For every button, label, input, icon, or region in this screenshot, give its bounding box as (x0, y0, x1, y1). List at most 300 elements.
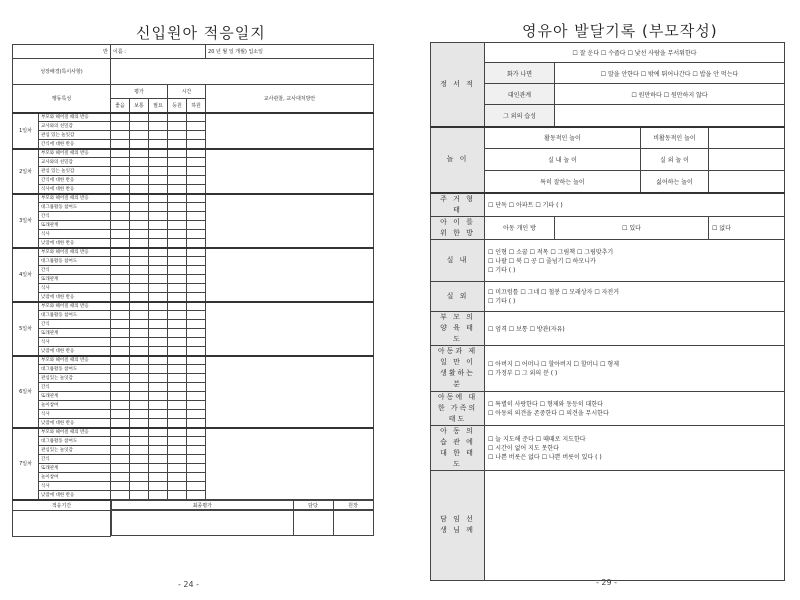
check-cell[interactable] (168, 455, 187, 464)
behavior-item: 간식 (39, 212, 111, 221)
check-cell[interactable] (111, 266, 130, 275)
check-cell[interactable] (187, 113, 206, 122)
check-cell[interactable] (187, 383, 206, 392)
emotion-top-options[interactable]: ☐ 잘 운다 ☐ 수줍다 ☐ 낯선 사람을 무서워한다 (485, 43, 785, 63)
check-cell[interactable] (149, 356, 168, 365)
check-cell[interactable] (149, 122, 168, 131)
time-label: 시간 (168, 85, 206, 99)
observation-field[interactable] (206, 149, 374, 194)
check-cell[interactable] (111, 158, 130, 167)
teacher-note-label: 담 임 선 생 님 께 (431, 470, 485, 580)
check-cell[interactable] (187, 473, 206, 482)
anger-options[interactable]: ☐ 말을 안한다 ☐ 밖에 뛰어나간다 ☐ 밥을 안 먹는다 (555, 63, 785, 84)
behavior-item: 부모와 헤어질 때의 반응 (39, 113, 111, 122)
day-label: 5일차 (13, 302, 39, 356)
check-cell[interactable] (130, 149, 149, 158)
check-cell[interactable] (149, 131, 168, 140)
check-cell[interactable] (187, 140, 206, 149)
check-cell[interactable] (111, 302, 130, 311)
family-attitude-options[interactable]: ☐ 특별히 사랑한다 ☐ 형제와 동등히 대한다 ☐ 아동의 의견을 존중한다 ☐ 의견을 무시한다 (485, 391, 785, 425)
check-cell[interactable] (149, 338, 168, 347)
check-cell[interactable] (187, 365, 206, 374)
check-cell[interactable] (187, 446, 206, 455)
check-cell[interactable] (149, 383, 168, 392)
check-cell[interactable] (130, 455, 149, 464)
behavior-item: 또래관계 (39, 221, 111, 230)
habit-attitude-options[interactable]: ☐ 늘 지도해 준다 ☐ 때때로 지도한다 ☐ 시간이 없어 지도 못한다 ☐ 나쁜 버릇은 없다 ☐ 나쁜 버릇이 있다 ( ) (485, 425, 785, 470)
check-cell[interactable] (187, 221, 206, 230)
observation-field[interactable] (206, 428, 374, 500)
check-cell[interactable] (168, 410, 187, 419)
check-cell[interactable] (130, 365, 149, 374)
check-cell[interactable] (168, 248, 187, 257)
behavior-item: 간식 (39, 320, 111, 329)
check-cell[interactable] (168, 275, 187, 284)
check-cell[interactable] (187, 230, 206, 239)
other-habits-label: 그 외의 습성 (485, 105, 555, 127)
check-cell[interactable] (130, 167, 149, 176)
check-cell[interactable] (111, 284, 130, 293)
check-cell[interactable] (111, 410, 130, 419)
check-cell[interactable] (111, 482, 130, 491)
check-cell[interactable] (130, 446, 149, 455)
behavior-item: 또래관계 (39, 329, 111, 338)
check-cell[interactable] (168, 383, 187, 392)
final-eval-row (111, 510, 374, 536)
check-cell[interactable] (187, 176, 206, 185)
behavior-item: 식사에 대한 반응 (39, 185, 111, 194)
check-cell[interactable] (187, 266, 206, 275)
active-play-label: 활동적인 놀이 (485, 127, 641, 149)
check-cell[interactable] (168, 284, 187, 293)
check-cell[interactable] (168, 221, 187, 230)
check-cell[interactable] (187, 374, 206, 383)
check-cell[interactable] (130, 122, 149, 131)
check-cell[interactable] (168, 347, 187, 356)
check-cell[interactable] (149, 374, 168, 383)
check-cell[interactable] (149, 284, 168, 293)
check-cell[interactable] (149, 428, 168, 437)
check-cell[interactable] (130, 257, 149, 266)
check-cell[interactable] (168, 131, 187, 140)
check-cell[interactable] (130, 275, 149, 284)
check-cell[interactable] (111, 113, 130, 122)
check-cell[interactable] (111, 374, 130, 383)
behavior-item: 낮잠에 대한 반응 (39, 239, 111, 248)
check-cell[interactable] (111, 455, 130, 464)
class-field[interactable]: 반 (13, 45, 111, 59)
check-cell[interactable] (130, 230, 149, 239)
check-cell[interactable] (187, 356, 206, 365)
check-cell[interactable] (149, 473, 168, 482)
check-cell[interactable] (168, 140, 187, 149)
check-cell[interactable] (111, 122, 130, 131)
check-cell[interactable] (187, 149, 206, 158)
check-cell[interactable] (187, 437, 206, 446)
check-cell[interactable] (168, 428, 187, 437)
check-cell[interactable] (111, 275, 130, 284)
check-cell[interactable] (149, 167, 168, 176)
background-field[interactable] (111, 59, 374, 85)
check-cell[interactable] (130, 302, 149, 311)
check-cell[interactable] (187, 311, 206, 320)
behavior-item: 대그룹활동 참여도 (39, 437, 111, 446)
check-cell[interactable] (149, 392, 168, 401)
check-cell[interactable] (187, 293, 206, 302)
check-cell[interactable] (168, 257, 187, 266)
check-cell[interactable] (187, 212, 206, 221)
check-cell[interactable] (130, 113, 149, 122)
check-cell[interactable] (111, 194, 130, 203)
indoor-toys-label: 실 내 (431, 239, 485, 281)
check-cell[interactable] (111, 446, 130, 455)
check-cell[interactable] (149, 455, 168, 464)
check-cell[interactable] (168, 437, 187, 446)
behavior-item: 간식 (39, 383, 111, 392)
outdoor-play-field[interactable] (709, 149, 785, 171)
check-cell[interactable] (149, 248, 168, 257)
room-no-option[interactable]: ☐ 없다 (709, 216, 785, 239)
check-cell[interactable] (187, 122, 206, 131)
director-sign-label: 원장 (333, 501, 373, 510)
check-cell[interactable] (149, 230, 168, 239)
observation-field[interactable] (206, 248, 374, 302)
check-cell[interactable] (187, 158, 206, 167)
check-cell[interactable] (168, 392, 187, 401)
check-cell[interactable] (168, 149, 187, 158)
habit-attitude-label: 아 동 의 습 관 에 대 한 태 도 (431, 425, 485, 470)
behavior-item: 부모와 헤어질 때의 반응 (39, 194, 111, 203)
check-cell[interactable] (187, 428, 206, 437)
check-cell[interactable] (187, 329, 206, 338)
check-cell[interactable] (130, 392, 149, 401)
check-cell[interactable] (149, 482, 168, 491)
check-cell[interactable] (111, 185, 130, 194)
check-cell[interactable] (168, 464, 187, 473)
check-cell[interactable] (187, 347, 206, 356)
check-cell[interactable] (187, 275, 206, 284)
observation-field[interactable] (206, 302, 374, 356)
check-cell[interactable] (149, 185, 168, 194)
check-cell[interactable] (149, 464, 168, 473)
check-cell[interactable] (149, 347, 168, 356)
check-cell[interactable] (111, 419, 130, 428)
check-cell[interactable] (130, 482, 149, 491)
check-cell[interactable] (130, 320, 149, 329)
check-cell[interactable] (130, 131, 149, 140)
behavior-item: 식사 (39, 338, 111, 347)
name-field[interactable]: 이름 : (111, 45, 206, 59)
check-cell[interactable] (111, 311, 130, 320)
dislike-play-field[interactable] (709, 171, 785, 193)
day-label: 7일차 (13, 428, 39, 500)
check-cell[interactable] (149, 149, 168, 158)
teacher-sign-field[interactable] (293, 511, 333, 536)
behavior-item: 관심 있는 놀잇감 (39, 131, 111, 140)
check-cell[interactable] (168, 338, 187, 347)
day-label: 2일차 (13, 149, 39, 194)
check-cell[interactable] (187, 185, 206, 194)
check-cell[interactable] (130, 221, 149, 230)
check-cell[interactable] (130, 338, 149, 347)
check-cell[interactable] (111, 383, 130, 392)
check-cell[interactable] (111, 365, 130, 374)
check-cell[interactable] (111, 437, 130, 446)
check-cell[interactable] (111, 203, 130, 212)
period-label: 적응기간 (13, 500, 111, 511)
check-cell[interactable] (168, 374, 187, 383)
check-cell[interactable] (187, 284, 206, 293)
check-cell[interactable] (187, 203, 206, 212)
check-cell[interactable] (187, 167, 206, 176)
indoor-toys-options[interactable]: ☐ 인형 ☐ 소꿉 ☐ 적목 ☐ 그림책 ☐ 그림맞추기 ☐ 나팔 ☐ 북 ☐ 공 ☐ 줄넘기 ☐ 하모니카 ☐ 기타 ( ) (485, 239, 785, 281)
check-cell[interactable] (111, 212, 130, 221)
check-cell[interactable] (149, 221, 168, 230)
check-cell[interactable] (187, 131, 206, 140)
check-cell[interactable] (149, 203, 168, 212)
check-cell[interactable] (149, 491, 168, 500)
footer-inner (111, 500, 374, 511)
check-cell[interactable] (130, 464, 149, 473)
check-cell[interactable] (168, 203, 187, 212)
check-cell[interactable] (111, 338, 130, 347)
check-cell[interactable] (111, 356, 130, 365)
check-cell[interactable] (111, 167, 130, 176)
check-cell[interactable] (130, 383, 149, 392)
behavior-item: 교사와의 친밀감 (39, 158, 111, 167)
check-cell[interactable] (187, 239, 206, 248)
check-cell[interactable] (111, 131, 130, 140)
check-cell[interactable] (187, 455, 206, 464)
director-sign-field[interactable] (333, 511, 373, 536)
check-cell[interactable] (130, 437, 149, 446)
behavior-item: 낮잠에 대한 반응 (39, 491, 111, 500)
check-cell[interactable] (130, 410, 149, 419)
behavior-item: 대그룹활동 참여도 (39, 311, 111, 320)
check-cell[interactable] (111, 221, 130, 230)
check-cell[interactable] (149, 158, 168, 167)
check-cell[interactable] (187, 392, 206, 401)
check-cell[interactable] (149, 446, 168, 455)
check-cell[interactable] (149, 113, 168, 122)
other-habits-field[interactable] (555, 105, 785, 127)
check-cell[interactable] (130, 491, 149, 500)
behavior-item: 놀이참여 (39, 401, 111, 410)
check-cell[interactable] (111, 392, 130, 401)
check-cell[interactable] (149, 320, 168, 329)
check-cell[interactable] (168, 473, 187, 482)
check-cell[interactable] (168, 320, 187, 329)
check-cell[interactable] (149, 329, 168, 338)
check-cell[interactable] (130, 293, 149, 302)
check-cell[interactable] (130, 176, 149, 185)
check-cell[interactable] (168, 239, 187, 248)
check-cell[interactable] (168, 212, 187, 221)
check-cell[interactable] (149, 176, 168, 185)
check-cell[interactable] (168, 185, 187, 194)
good-play-label: 특히 잘하는 놀이 (485, 171, 641, 193)
eval-col-header: 보통 (130, 99, 149, 113)
check-cell[interactable] (130, 401, 149, 410)
behavior-item: 부모와 헤어질 때의 반응 (39, 149, 111, 158)
check-cell[interactable] (187, 482, 206, 491)
check-cell[interactable] (111, 239, 130, 248)
final-eval-field[interactable] (112, 511, 294, 536)
check-cell[interactable] (149, 140, 168, 149)
observation-field[interactable] (206, 356, 374, 428)
check-cell[interactable] (111, 257, 130, 266)
check-cell[interactable] (168, 329, 187, 338)
background-label: 성장배경(특이사항) (13, 59, 111, 85)
emotion-label: 정 서 적 (431, 43, 485, 127)
close-person-label: 아동과 제일 만 이 생활하는 분 (431, 345, 485, 391)
check-cell[interactable] (111, 293, 130, 302)
check-cell[interactable] (168, 419, 187, 428)
check-cell[interactable] (149, 311, 168, 320)
development-record-table (430, 42, 785, 581)
check-cell[interactable] (168, 491, 187, 500)
check-cell[interactable] (187, 464, 206, 473)
check-cell[interactable] (111, 428, 130, 437)
check-cell[interactable] (130, 185, 149, 194)
check-cell[interactable] (111, 473, 130, 482)
check-cell[interactable] (111, 347, 130, 356)
day-label: 4일차 (13, 248, 39, 302)
eval-label: 평가 (111, 85, 168, 99)
check-cell[interactable] (168, 365, 187, 374)
check-cell[interactable] (168, 266, 187, 275)
left-page-number: - 24 - (178, 580, 200, 589)
check-cell[interactable] (168, 194, 187, 203)
outdoor-toys-options[interactable]: ☐ 미끄럼틀 ☐ 그네 ☐ 철봉 ☐ 모래상자 ☐ 자전거 ☐ 기타 ( ) (485, 281, 785, 311)
check-cell[interactable] (149, 302, 168, 311)
room-yes-option[interactable]: ☐ 있다 (555, 216, 709, 239)
housing-label: 주 거 형 태 (431, 193, 485, 217)
check-cell[interactable] (130, 212, 149, 221)
check-cell[interactable] (149, 401, 168, 410)
time-col-header: 하원 (187, 99, 206, 113)
check-cell[interactable] (130, 473, 149, 482)
check-cell[interactable] (130, 356, 149, 365)
check-cell[interactable] (149, 410, 168, 419)
check-cell[interactable] (111, 149, 130, 158)
check-cell[interactable] (168, 446, 187, 455)
period-field[interactable] (13, 510, 111, 536)
check-cell[interactable] (168, 482, 187, 491)
check-cell[interactable] (187, 338, 206, 347)
check-cell[interactable] (111, 329, 130, 338)
check-cell[interactable] (130, 419, 149, 428)
birth-admission-field[interactable]: 20 년 월 일 개월) 입소일 (206, 45, 374, 59)
check-cell[interactable] (187, 401, 206, 410)
check-cell[interactable] (149, 266, 168, 275)
check-cell[interactable] (168, 230, 187, 239)
check-cell[interactable] (130, 194, 149, 203)
check-cell[interactable] (130, 311, 149, 320)
check-cell[interactable] (149, 212, 168, 221)
relations-options[interactable]: ☐ 원만하다 ☐ 원만하지 않다 (555, 84, 785, 105)
check-cell[interactable] (168, 293, 187, 302)
check-cell[interactable] (111, 176, 130, 185)
check-cell[interactable] (187, 419, 206, 428)
check-cell[interactable] (187, 302, 206, 311)
check-cell[interactable] (187, 320, 206, 329)
housing-options[interactable]: ☐ 단독 ☐ 아파트 ☐ 기타 ( ) (485, 193, 785, 217)
behavior-item: 부모와 헤어질 때의 반응 (39, 428, 111, 437)
check-cell[interactable] (187, 194, 206, 203)
check-cell[interactable] (187, 491, 206, 500)
check-cell[interactable] (111, 464, 130, 473)
check-cell[interactable] (149, 293, 168, 302)
check-cell[interactable] (130, 248, 149, 257)
check-cell[interactable] (187, 410, 206, 419)
check-cell[interactable] (149, 275, 168, 284)
check-cell[interactable] (187, 248, 206, 257)
check-cell[interactable] (130, 266, 149, 275)
check-cell[interactable] (149, 365, 168, 374)
check-cell[interactable] (130, 374, 149, 383)
check-cell[interactable] (130, 284, 149, 293)
check-cell[interactable] (130, 203, 149, 212)
check-cell[interactable] (111, 230, 130, 239)
check-cell[interactable] (168, 401, 187, 410)
check-cell[interactable] (111, 320, 130, 329)
check-cell[interactable] (130, 329, 149, 338)
teacher-note-field[interactable] (485, 470, 785, 580)
check-cell[interactable] (168, 302, 187, 311)
check-cell[interactable] (168, 311, 187, 320)
check-cell[interactable] (187, 257, 206, 266)
check-cell[interactable] (168, 167, 187, 176)
parent-style-options[interactable]: ☐ 엄격 ☐ 보통 ☐ 방관(자유) (485, 311, 785, 345)
behavior-item: 대그룹활동 참여도 (39, 365, 111, 374)
check-cell[interactable] (168, 356, 187, 365)
outdoor-toys-label: 실 외 (431, 281, 485, 311)
dislike-play-label: 싫어하는 놀이 (641, 171, 709, 193)
check-cell[interactable] (111, 140, 130, 149)
check-cell[interactable] (168, 113, 187, 122)
behavior-item: 관심 있는 놀잇감 (39, 167, 111, 176)
check-cell[interactable] (168, 158, 187, 167)
check-cell[interactable] (130, 140, 149, 149)
check-cell[interactable] (149, 257, 168, 266)
behavior-item: 부모와 헤어질 때의 반응 (39, 302, 111, 311)
day-label: 1일차 (13, 113, 39, 149)
inactive-play-field[interactable] (709, 127, 785, 149)
check-cell[interactable] (168, 122, 187, 131)
check-cell[interactable] (111, 401, 130, 410)
check-cell[interactable] (149, 437, 168, 446)
check-cell[interactable] (130, 347, 149, 356)
check-cell[interactable] (149, 239, 168, 248)
observation-field[interactable] (206, 194, 374, 248)
outdoor-play-label: 실 외 놀 이 (641, 149, 709, 171)
check-cell[interactable] (130, 428, 149, 437)
check-cell[interactable] (130, 158, 149, 167)
check-cell[interactable] (111, 491, 130, 500)
check-cell[interactable] (111, 248, 130, 257)
observation-field[interactable] (206, 113, 374, 149)
child-room-sub: 아동 개인 방 (485, 216, 555, 239)
final-eval-label: 최종평가 (112, 501, 294, 510)
behavior-item: 교사와의 친밀감 (39, 122, 111, 131)
check-cell[interactable] (149, 419, 168, 428)
check-cell[interactable] (130, 239, 149, 248)
check-cell[interactable] (149, 194, 168, 203)
behavior-item: 또래관계 (39, 275, 111, 284)
check-cell[interactable] (168, 176, 187, 185)
close-person-options[interactable]: ☐ 아버지 ☐ 어머니 ☐ 할아버지 ☐ 할머니 ☐ 형제 ☐ 가정부 ☐ 그 외의 분 ( ) (485, 345, 785, 391)
